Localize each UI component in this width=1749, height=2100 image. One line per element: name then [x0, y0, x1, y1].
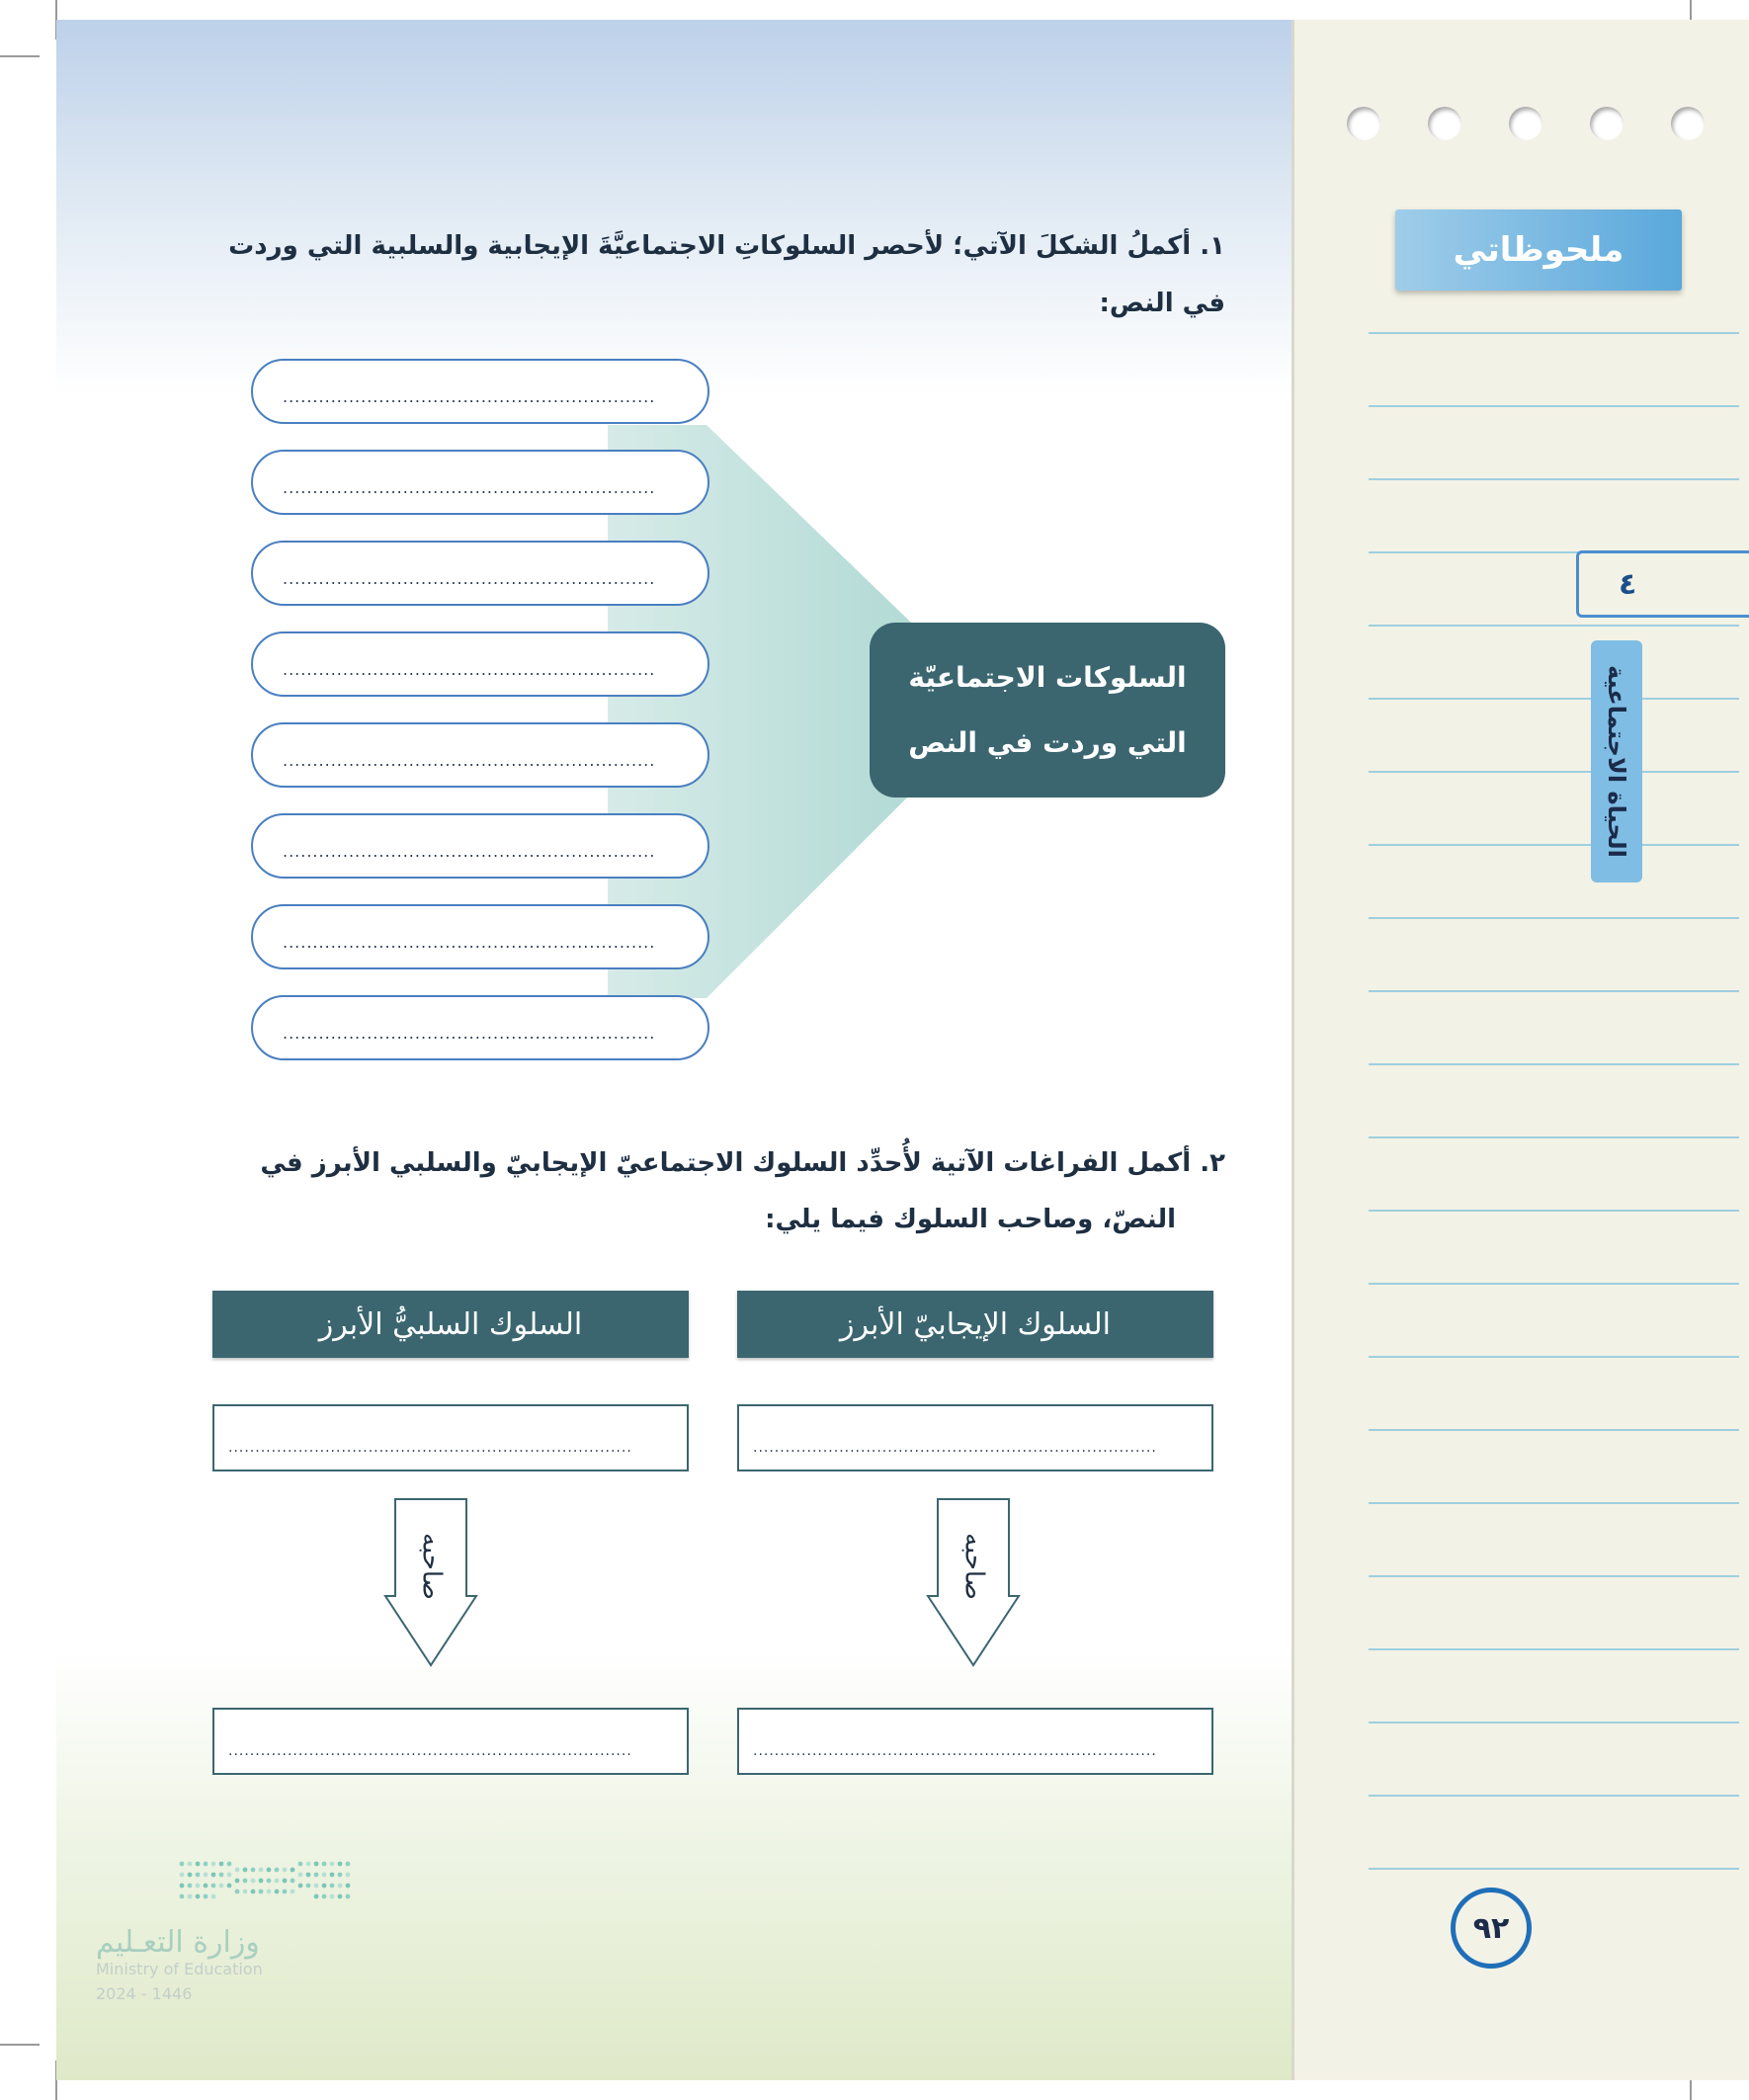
blank-dots: ..............................................................: [283, 933, 656, 952]
logo-dot: [188, 1884, 193, 1889]
ministry-footer: [96, 1925, 263, 2003]
logo-dot: [196, 1873, 201, 1878]
note-line: [1369, 1210, 1739, 1212]
blank-dots: ..............................................................: [283, 1024, 656, 1043]
note-line: [1369, 844, 1739, 846]
note-line: [1369, 771, 1739, 773]
note-line: [1369, 1063, 1739, 1065]
note-line: [1369, 1356, 1739, 1358]
blank-dots: ...........................................................................: [228, 1743, 632, 1759]
logo-dot: [219, 1873, 224, 1878]
behavior-blank-5[interactable]: [251, 722, 709, 788]
logo-dot: [306, 1873, 311, 1878]
logo-dot: [180, 1862, 185, 1867]
note-line: [1369, 1283, 1739, 1285]
logo-dot: [322, 1873, 327, 1878]
positive-behavior-header: السلوك الإيجابيّ الأبرز: [737, 1291, 1213, 1358]
logo-dot: [188, 1894, 193, 1899]
note-line: [1369, 405, 1739, 407]
logo-dot: [267, 1879, 272, 1884]
arrow-label: صاحبه: [416, 1533, 447, 1600]
blank-dots: ...........................................................................: [753, 1743, 1157, 1759]
logo-dot: [338, 1873, 343, 1878]
logo-dot: [283, 1890, 288, 1894]
down-arrow-icon: [926, 1497, 1021, 1667]
logo-dot: [219, 1884, 224, 1889]
logo-dot: [219, 1862, 224, 1867]
logo-dot: [275, 1890, 280, 1894]
logo-dot: [211, 1884, 216, 1889]
logo-dot: [204, 1894, 208, 1899]
logo-dot: [298, 1862, 303, 1867]
logo-dot: [211, 1873, 216, 1878]
note-line: [1369, 917, 1739, 919]
logo-dot: [338, 1862, 343, 1867]
logo-dot: [259, 1868, 264, 1873]
logo-dot: [211, 1862, 216, 1867]
logo-dot: [243, 1868, 248, 1873]
logo-dot: [314, 1894, 319, 1899]
logo-dot: [251, 1890, 256, 1894]
logo-dot: [196, 1862, 201, 1867]
logo-dot: [346, 1873, 351, 1878]
positive-owner-blank[interactable]: [737, 1708, 1213, 1775]
logo-dot: [291, 1890, 295, 1894]
behavior-blank-7[interactable]: [251, 904, 709, 969]
blank-dots: ...........................................................................: [228, 1440, 632, 1456]
unit-number-box: ٤: [1576, 550, 1749, 618]
logo-dot: [298, 1884, 303, 1889]
logo-dot: [306, 1884, 311, 1889]
negative-behavior-header: السلوك السلبيُّ الأبرز: [212, 1291, 689, 1358]
logo-dot: [259, 1890, 264, 1894]
page-number: ٩٢: [1451, 1888, 1532, 1969]
notes-sidebar: [1291, 20, 1749, 2080]
logo-dot: [235, 1890, 240, 1894]
logo-dot: [330, 1873, 335, 1878]
blank-dots: ..............................................................: [283, 478, 656, 497]
logo-dot: [235, 1879, 240, 1884]
behavior-blank-6[interactable]: [251, 813, 709, 879]
binder-hole: [1671, 107, 1705, 140]
ministry-year: 2024 - 1446: [96, 1984, 193, 2003]
logo-dot: [338, 1894, 343, 1899]
logo-dot: [204, 1873, 208, 1878]
note-line: [1369, 1429, 1739, 1431]
center-box-line-1: السلوكات الاجتماعيّة: [908, 660, 1187, 694]
logo-dot: [196, 1884, 201, 1889]
logo-dot: [227, 1884, 232, 1889]
note-line: [1369, 1722, 1739, 1723]
note-line: [1369, 478, 1739, 480]
blank-dots: ..............................................................: [283, 660, 656, 679]
logo-dot: [235, 1868, 240, 1873]
logo-dot: [275, 1868, 280, 1873]
logo-dot: [306, 1862, 311, 1867]
logo-dot: [188, 1862, 193, 1867]
logo-dot: [322, 1884, 327, 1889]
blank-dots: ..............................................................: [283, 387, 656, 406]
positive-behavior-blank[interactable]: [737, 1404, 1213, 1471]
question-2-line-1: ٢. أكمل الفراغات الآتية لأُحدِّد السلوك الاجتماعيّ الإيجابيّ والسلبي الأبرز في: [260, 1148, 1225, 1178]
logo-dot: [196, 1894, 201, 1899]
behavior-blank-4[interactable]: [251, 631, 709, 697]
crop-mark: [0, 55, 40, 57]
binder-hole: [1509, 107, 1542, 140]
binder-hole: [1428, 107, 1461, 140]
note-line: [1369, 698, 1739, 700]
blank-dots: ..............................................................: [283, 842, 656, 861]
note-line: [1369, 990, 1739, 992]
logo-dot: [322, 1894, 327, 1899]
blank-dots: ..............................................................: [283, 751, 656, 770]
logo-dot: [243, 1890, 248, 1894]
logo-dot: [330, 1862, 335, 1867]
note-line: [1369, 1575, 1739, 1577]
logo-dot: [346, 1884, 351, 1889]
ministry-arabic-name: وزارة التعـليم: [96, 1925, 260, 1960]
logo-dot: [267, 1890, 272, 1894]
social-behaviors-box: [870, 623, 1225, 798]
logo-dot: [251, 1879, 256, 1884]
question-1-line-1: ١. أكملُ الشكلَ الآتي؛ لأحصر السلوكاتِ الاجتماعيَّةَ الإيجابية والسلبية التي وردت: [228, 231, 1225, 261]
note-line: [1369, 625, 1739, 627]
logo-dot: [346, 1894, 351, 1899]
logo-dot: [180, 1884, 185, 1889]
notes-title-tab: ملحوظاتي: [1395, 210, 1682, 291]
arrow-label: صاحبه: [958, 1533, 989, 1600]
crop-mark: [0, 2044, 40, 2046]
behavior-blank-3[interactable]: [251, 541, 709, 606]
logo-dot: [227, 1862, 232, 1867]
note-line: [1369, 1136, 1739, 1138]
ministry-english-name: Ministry of Education: [96, 1960, 263, 1978]
note-line: [1369, 332, 1739, 334]
logo-dot: [283, 1868, 288, 1873]
binder-hole: [1347, 107, 1380, 140]
logo-dot: [204, 1884, 208, 1889]
negative-behavior-blank[interactable]: [212, 1404, 689, 1471]
behavior-blank-8[interactable]: [251, 995, 709, 1060]
blank-dots: ..............................................................: [283, 569, 656, 588]
negative-owner-blank[interactable]: [212, 1708, 689, 1775]
logo-dot: [338, 1884, 343, 1889]
note-line: [1369, 1795, 1739, 1797]
logo-dot: [180, 1894, 185, 1899]
logo-dot: [243, 1879, 248, 1884]
logo-dot: [283, 1879, 288, 1884]
behavior-blank-2[interactable]: [251, 450, 709, 515]
logo-dot: [259, 1879, 264, 1884]
logo-dot: [291, 1879, 295, 1884]
center-box-line-2: التي وردت في النص: [908, 725, 1187, 759]
down-arrow-icon: [383, 1497, 478, 1667]
logo-dot: [211, 1894, 216, 1899]
behavior-blank-1[interactable]: [251, 359, 709, 424]
logo-dot: [314, 1873, 319, 1878]
ministry-logo-icon: [178, 1858, 356, 1917]
logo-dot: [251, 1868, 256, 1873]
unit-title-tab: الحياة الاجتماعية: [1591, 640, 1642, 882]
logo-dot: [180, 1873, 185, 1878]
logo-dot: [227, 1873, 232, 1878]
logo-dot: [204, 1862, 208, 1867]
logo-dot: [314, 1862, 319, 1867]
logo-dot: [330, 1894, 335, 1899]
logo-dot: [346, 1862, 351, 1867]
logo-dot: [291, 1868, 295, 1873]
question-1-line-2: في النص:: [1099, 289, 1225, 318]
blank-dots: ...........................................................................: [753, 1440, 1157, 1456]
logo-dot: [330, 1884, 335, 1889]
logo-dot: [267, 1868, 272, 1873]
binder-hole: [1590, 107, 1624, 140]
logo-dot: [298, 1873, 303, 1878]
question-2-line-2: النصّ، وصاحب السلوك فيما يلي:: [765, 1205, 1176, 1234]
note-line: [1369, 1868, 1739, 1870]
logo-dot: [275, 1879, 280, 1884]
logo-dot: [322, 1862, 327, 1867]
logo-dot: [188, 1873, 193, 1878]
logo-dot: [314, 1884, 319, 1889]
note-line: [1369, 1648, 1739, 1650]
note-line: [1369, 1502, 1739, 1504]
